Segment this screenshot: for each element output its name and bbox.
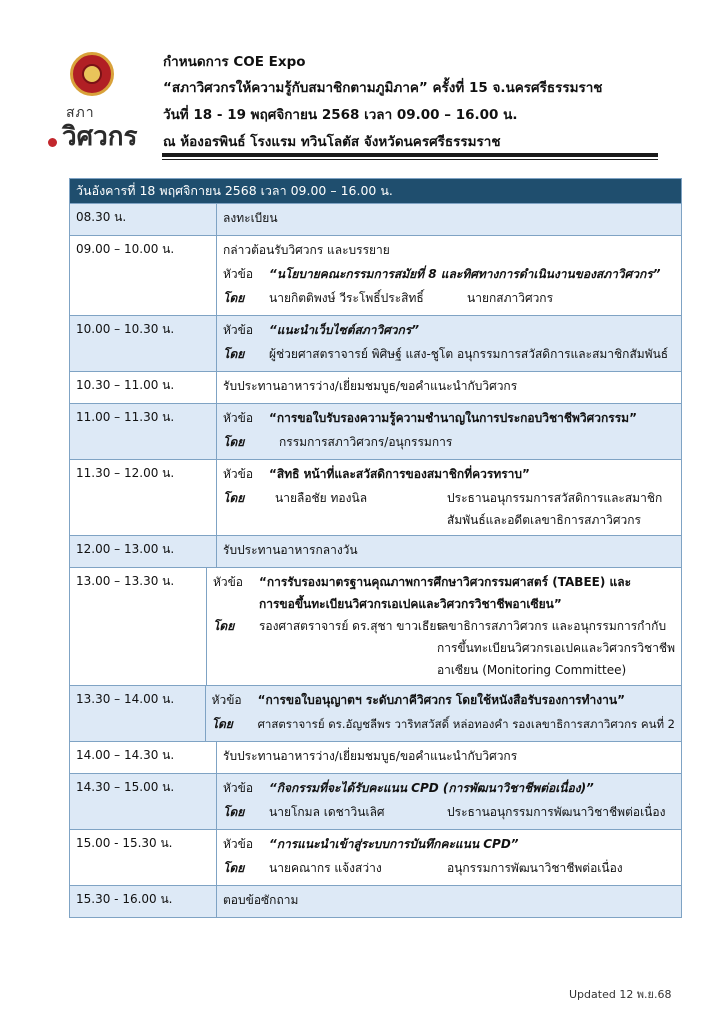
row-time: 11.30 – 12.00 น.: [70, 460, 217, 535]
header-divider: [162, 153, 658, 157]
row-text: รับประทานอาหารว่าง/เยี่ยมชมบูธ/ขอคำแนะนำกับวิศวกร: [223, 379, 518, 393]
logo-small-text: สภา: [66, 105, 95, 121]
by-label: โดย: [211, 717, 233, 731]
row-topic: “สิทธิ หน้าที่และสวัสดิการของสมาชิกที่ควรทราบ”: [269, 467, 530, 481]
speaker-role: [437, 615, 675, 681]
row-time: 09.00 – 10.00 น.: [70, 236, 217, 315]
topic-label: หัวข้อ: [223, 781, 254, 795]
row-time: 14.30 – 15.00 น.: [70, 774, 217, 829]
row-topic: [259, 571, 631, 615]
table-row: [70, 773, 681, 829]
table-row: [70, 371, 681, 403]
speaker-role: [447, 487, 675, 531]
header-line-3: วันที่ 18 - 19 พฤศจิกายน 2568 เวลา 09.00 – 16.00 น.: [163, 107, 518, 123]
council-logo: [62, 48, 152, 158]
row-topic: “กิจกรรมที่จะได้รับคะแนน CPD (การพัฒนาวิชาชีพต่อเนื่อง)”: [269, 781, 594, 795]
row-time: 11.00 – 11.30 น.: [70, 404, 217, 459]
row-topic: “การแนะนำเข้าสู่ระบบการบันทึกคะแนน CPD”: [269, 837, 519, 851]
row-text: รับประทานอาหารว่าง/เยี่ยมชมบูธ/ขอคำแนะนำกับวิศวกร: [223, 749, 518, 763]
table-row: [70, 459, 681, 535]
table-row: [70, 885, 681, 917]
by-label: โดย: [223, 491, 245, 505]
speaker-role: ประธานอนุกรรมการพัฒนาวิชาชีพต่อเนื่อง: [447, 805, 666, 819]
table-row: [70, 685, 681, 741]
table-row: [70, 829, 681, 885]
speaker-role: อนุกรรมการพัฒนาวิชาชีพต่อเนื่อง: [447, 861, 623, 875]
speaker-name: ผู้ช่วยศาสตราจารย์ พิศิษฐ์ แสง-ชูโต อนุกรรมการสวัสดิการและสมาชิกสัมพันธ์: [269, 347, 669, 361]
row-time: 12.00 – 13.00 น.: [70, 536, 217, 567]
speaker-role-line: เลขาธิการสภาวิศวกร และอนุกรรมการกำกับ: [436, 619, 667, 633]
schedule-title: วันอังคารที่ 18 พฤศจิกายน 2568 เวลา 09.00 – 16.00 น.: [70, 179, 681, 203]
row-topic: “การขอใบรับรองความรู้ความชำนาญในการประกอบวิชาชีพวิศวกรรม”: [269, 411, 637, 425]
council-seal-icon: [70, 52, 114, 96]
table-row: [70, 203, 681, 235]
row-topic: “นโยบายคณะกรรมการสมัยที่ 8 และทิศทางการดำเนินงานของสภาวิศวกร”: [269, 267, 661, 281]
topic-label: หัวข้อ: [223, 837, 254, 851]
row-text: รับประทานอาหารกลางวัน: [223, 543, 358, 557]
row-topic-line: “การรับรองมาตรฐานคุณภาพการศึกษาวิศวกรรมศาสตร์ (TABEE) และ: [258, 575, 632, 589]
table-row: [70, 235, 681, 315]
speaker-name: ศาสตราจารย์ ดร.อัญชลีพร วาริทสวัสดิ์ หล่อทองคำ รองเลขาธิการสภาวิศวกร คนที่ 2: [257, 717, 675, 731]
topic-label: หัวข้อ: [223, 467, 254, 481]
row-time: 10.00 – 10.30 น.: [70, 316, 217, 371]
by-label: โดย: [212, 619, 235, 633]
speaker-name: นายลือชัย ทองนิล: [275, 491, 368, 505]
row-time: 08.30 น.: [70, 204, 217, 235]
topic-label: หัวข้อ: [223, 267, 254, 281]
speaker-name: รองศาสตราจารย์ ดร.สุชา ขาวเธียร: [258, 619, 443, 633]
by-label: โดย: [223, 805, 245, 819]
logo-dot-icon: [48, 138, 57, 147]
speaker-name: นายโกมล เดชาวินเลิศ: [269, 805, 385, 819]
row-time: 13.00 – 13.30 น.: [70, 568, 207, 685]
topic-label: หัวข้อ: [212, 575, 244, 589]
row-time: 10.30 – 11.00 น.: [70, 372, 217, 403]
row-text: กล่าวต้อนรับวิศวกร และบรรยาย: [223, 243, 390, 257]
topic-label: หัวข้อ: [223, 323, 254, 337]
header-divider-thin: [162, 159, 658, 160]
by-label: โดย: [223, 347, 245, 361]
row-topic: “แนะนำเว็บไซต์สภาวิศวกร”: [269, 323, 419, 337]
table-row: [70, 315, 681, 371]
row-time: 15.00 - 15.30 น.: [70, 830, 217, 885]
table-row: [70, 741, 681, 773]
schedule-table: [69, 178, 682, 918]
speaker-role-line: อาเซียน (Monitoring Committee): [436, 663, 627, 677]
speaker-role-line: สัมพันธ์และอดีตเลขาธิการสภาวิศวกร: [447, 513, 641, 527]
header-line-2: “สภาวิศวกรให้ความรู้กับสมาชิกตามภูมิภาค” ครั้งที่ 15 จ.นครศรีธรรมราช: [163, 80, 603, 96]
speaker-name: นายกิตติพงษ์ วีระโพธิ์ประสิทธิ์: [269, 291, 424, 305]
by-label: โดย: [223, 435, 245, 449]
speaker-role: นายกสภาวิศวกร: [467, 291, 554, 305]
logo-big-text: วิศวกร: [62, 122, 138, 152]
row-text: ตอบข้อซักถาม: [223, 893, 299, 907]
header-line-4: ณ ห้องอรพินธ์ โรงแรม ทวินโลตัส จังหวัดนครศรีธรรมราช: [163, 134, 501, 150]
speaker-name: กรรมการสภาวิศวกร/อนุกรรมการ: [279, 435, 453, 449]
speaker-role-line: ประธานอนุกรรมการสวัสดิการและสมาชิก: [447, 491, 663, 505]
speaker-role-line: การขึ้นทะเบียนวิศวกรเอเปคและวิศวกรวิชาชีพ: [436, 641, 675, 655]
by-label: โดย: [223, 861, 245, 875]
row-topic-line: การขอขึ้นทะเบียนวิศวกรเอเปคและวิศวกรวิชาชีพอาเซียน”: [258, 597, 562, 611]
row-time: 14.00 – 14.30 น.: [70, 742, 217, 773]
row-time: 13.30 – 14.00 น.: [70, 686, 206, 741]
table-row: [70, 535, 681, 567]
topic-label: หัวข้อ: [223, 411, 254, 425]
table-row: [70, 403, 681, 459]
header-line-1: กำหนดการ COE Expo: [163, 54, 306, 70]
table-row: [70, 567, 681, 685]
row-time: 15.30 - 16.00 น.: [70, 886, 217, 917]
topic-label: หัวข้อ: [211, 693, 242, 707]
by-label: โดย: [223, 291, 245, 305]
speaker-name: นายคณากร แจ้งสว่าง: [269, 861, 382, 875]
row-text: ลงทะเบียน: [223, 211, 278, 225]
row-topic: “การขอใบอนุญาตฯ ระดับภาคีวิศวกร โดยใช้หนังสือรับรองการทำงาน”: [257, 693, 625, 707]
updated-note: Updated 12 พ.ย.68: [569, 988, 672, 1001]
